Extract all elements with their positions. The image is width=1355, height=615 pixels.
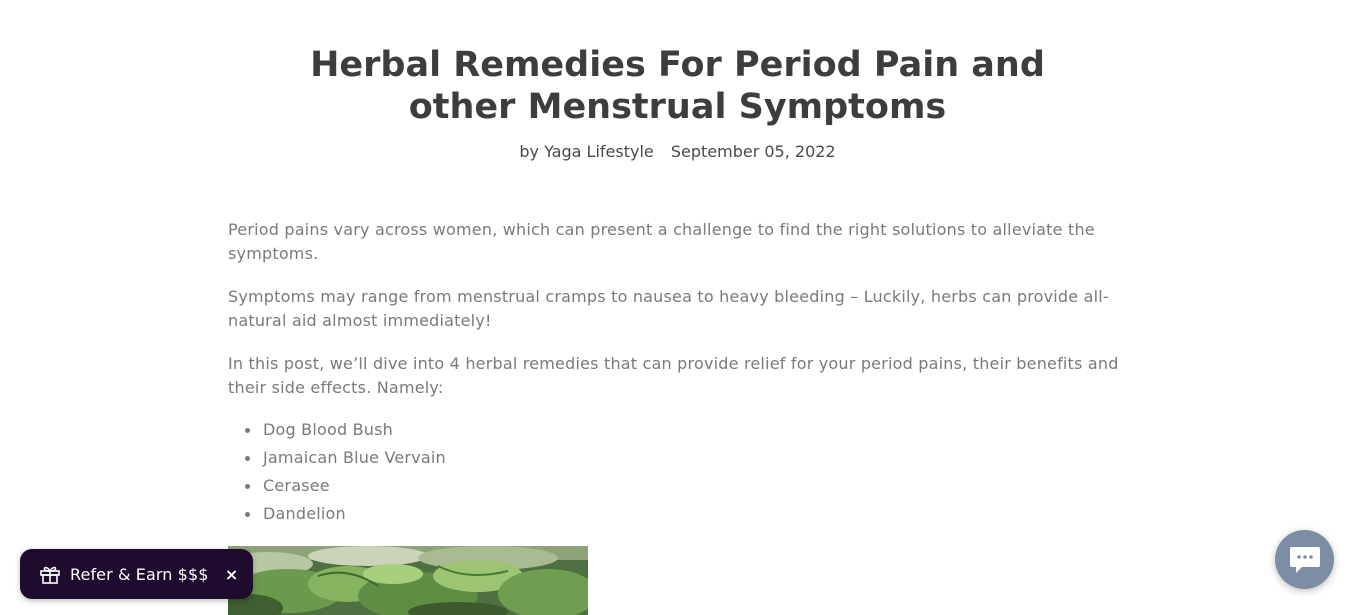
article-header (0, 0, 1355, 163)
refer-earn-widget[interactable] (20, 549, 253, 599)
article-author: by Yaga Lifestyle (519, 142, 654, 161)
article-paragraph: Period pains vary across women, which can present a challenge to find the right solutions to alleviate the symptoms. (228, 220, 1095, 263)
list-item (228, 472, 1138, 500)
remedy-label: Dandelion (263, 504, 346, 523)
chat-launcher-button[interactable] (1275, 530, 1334, 589)
article-date: September 05, 2022 (670, 142, 836, 161)
bullet-icon (245, 484, 250, 489)
bullet-icon (245, 456, 250, 461)
refer-earn-label[interactable]: Refer & Earn $$$ (70, 564, 209, 584)
close-icon[interactable]: × (224, 564, 239, 584)
article-title: Herbal Remedies For Period Pain and other Menstrual Symptoms (310, 45, 1045, 127)
remedy-label: Cerasee (263, 476, 330, 495)
article-paragraph: In this post, we’ll dive into 4 herbal remedies that can provide relief for your period pains, their benefits and their side effects. Namely: (228, 354, 1119, 397)
plant-leaves-image (228, 546, 588, 615)
article-meta (0, 141, 1355, 163)
remedy-list (228, 416, 1138, 528)
gift-icon (38, 562, 62, 586)
article-image-plant-leaves (228, 546, 588, 615)
list-item (228, 444, 1138, 472)
remedy-label: Dog Blood Bush (263, 420, 393, 439)
chat-bubble-icon (1288, 545, 1322, 575)
remedy-label: Jamaican Blue Vervain (263, 448, 446, 467)
article-body (228, 218, 1138, 528)
list-item (228, 500, 1138, 528)
bullet-icon (245, 512, 250, 517)
list-item (228, 416, 1138, 444)
article-paragraph: Symptoms may range from menstrual cramps to nausea to heavy bleeding – Luckily, herbs can provide all-natural aid almost immediately! (228, 287, 1109, 330)
bullet-icon (245, 428, 250, 433)
